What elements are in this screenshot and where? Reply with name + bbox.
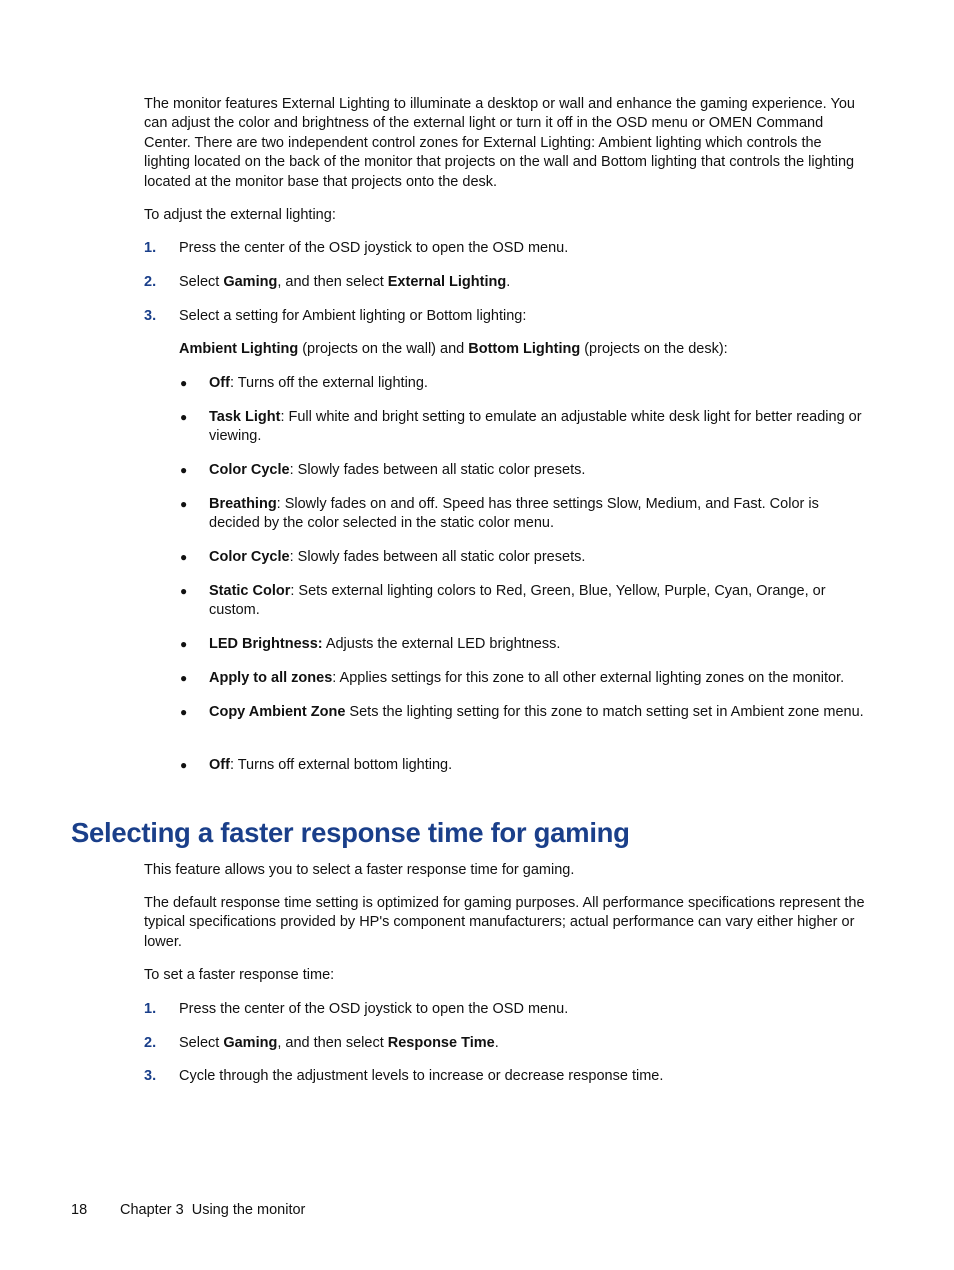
bullet-icon: ● (180, 671, 188, 685)
step-number: 1. (144, 1001, 157, 1017)
bullet-icon: ● (180, 637, 188, 651)
step-number: 1. (144, 240, 157, 256)
step-text: Select a setting for Ambient lighting or Bottom lighting: (179, 308, 527, 324)
bullet-icon: ● (180, 705, 188, 719)
section-paragraph-2: The default response time setting is optimized for gaming purposes. All performance specifications represent the typical specifications provided by HP's component manufacturers; actual performance can vary either higher or lower. (144, 895, 865, 950)
bullet-icon: ● (180, 376, 188, 390)
list-item: ● Task Light: Full white and bright setting to emulate an adjustable white desk light for better reading or viewing. (179, 408, 869, 447)
step-number: 3. (144, 1068, 157, 1084)
step-text: Select Gaming, and then select External Lighting. (179, 274, 511, 290)
step-text: Press the center of the OSD joystick to open the OSD menu. (179, 240, 569, 256)
page-number: 18 (71, 1202, 88, 1218)
menu-name-gaming: Gaming (223, 274, 278, 290)
step-number: 2. (144, 274, 157, 290)
bullet-icon: ● (180, 758, 188, 772)
bullet-icon: ● (180, 463, 188, 477)
section-heading: Selecting a faster response time for gaming (71, 817, 630, 848)
menu-name-response-time: Response Time (387, 1035, 495, 1051)
step-text: Press the center of the OSD joystick to open the OSD menu. (179, 1001, 569, 1017)
list-item: ● Color Cycle: Slowly fades between all static color presets. (179, 548, 869, 567)
step-text: Cycle through the adjustment levels to increase or decrease response time. (179, 1068, 664, 1084)
bullet-icon: ● (180, 410, 188, 424)
step-number: 3. (144, 308, 157, 324)
list-item: ● Apply to all zones: Applies settings for this zone to all other external lighting zones on the monitor. (179, 669, 869, 688)
bullet-icon: ● (180, 584, 188, 598)
list-item: ● LED Brightness: Adjusts the external LED brightness. (179, 635, 869, 654)
step-text: Select Gaming, and then select Response Time. (179, 1035, 499, 1051)
menu-name-gaming: Gaming (223, 1035, 278, 1051)
bullet-icon: ● (180, 550, 188, 564)
section-lead-in: To set a faster response time: (144, 967, 335, 983)
page-footer (71, 1201, 305, 1220)
lighting-step-1 (144, 239, 870, 258)
response-step-2 (144, 1034, 870, 1053)
list-item: ● Off: Turns off the external lighting. (179, 374, 869, 393)
list-item: ● Color Cycle: Slowly fades between all static color presets. (179, 461, 869, 480)
section-paragraph-1: This feature allows you to select a faster response time for gaming. (144, 862, 575, 878)
list-item: ● Static Color: Sets external lighting colors to Red, Green, Blue, Yellow, Purple, Cyan, Orange, or custom. (179, 582, 869, 621)
list-item: ● Off: Turns off external bottom lighting. (179, 756, 869, 775)
list-item: ● Breathing: Slowly fades on and off. Speed has three settings Slow, Medium, and Fast. Color is decided by the color selected in the static color menu. (179, 495, 869, 534)
step-number: 2. (144, 1035, 157, 1051)
chapter-title: Chapter 3 Using the monitor (120, 1202, 306, 1218)
response-step-3 (144, 1067, 870, 1086)
menu-name-external-lighting: External Lighting (387, 274, 507, 290)
intro-paragraph: The monitor features External Lighting to illuminate a desktop or wall and enhance the gaming experience. You can adjust the color and brightness of the external light or turn it off in the OSD menu or OMEN Command Center. There are two independent control zones for External Lighting: Ambient lighting which controls the lighting located on the back of the monitor that projects on the wall and Bottom lighting that controls the lighting located at the monitor base that projects onto the desk. (144, 96, 855, 190)
lighting-step-2 (144, 273, 870, 292)
response-step-1 (144, 1000, 870, 1019)
list-item: ● Copy Ambient Zone Sets the lighting setting for this zone to match setting set in Ambient zone menu. (179, 703, 869, 722)
intro-lead-in: To adjust the external lighting: (144, 207, 336, 223)
bullet-icon: ● (180, 497, 188, 511)
zones-description: Ambient Lighting (projects on the wall) and Bottom Lighting (projects on the desk): (179, 341, 728, 357)
lighting-step-3 (144, 307, 870, 326)
